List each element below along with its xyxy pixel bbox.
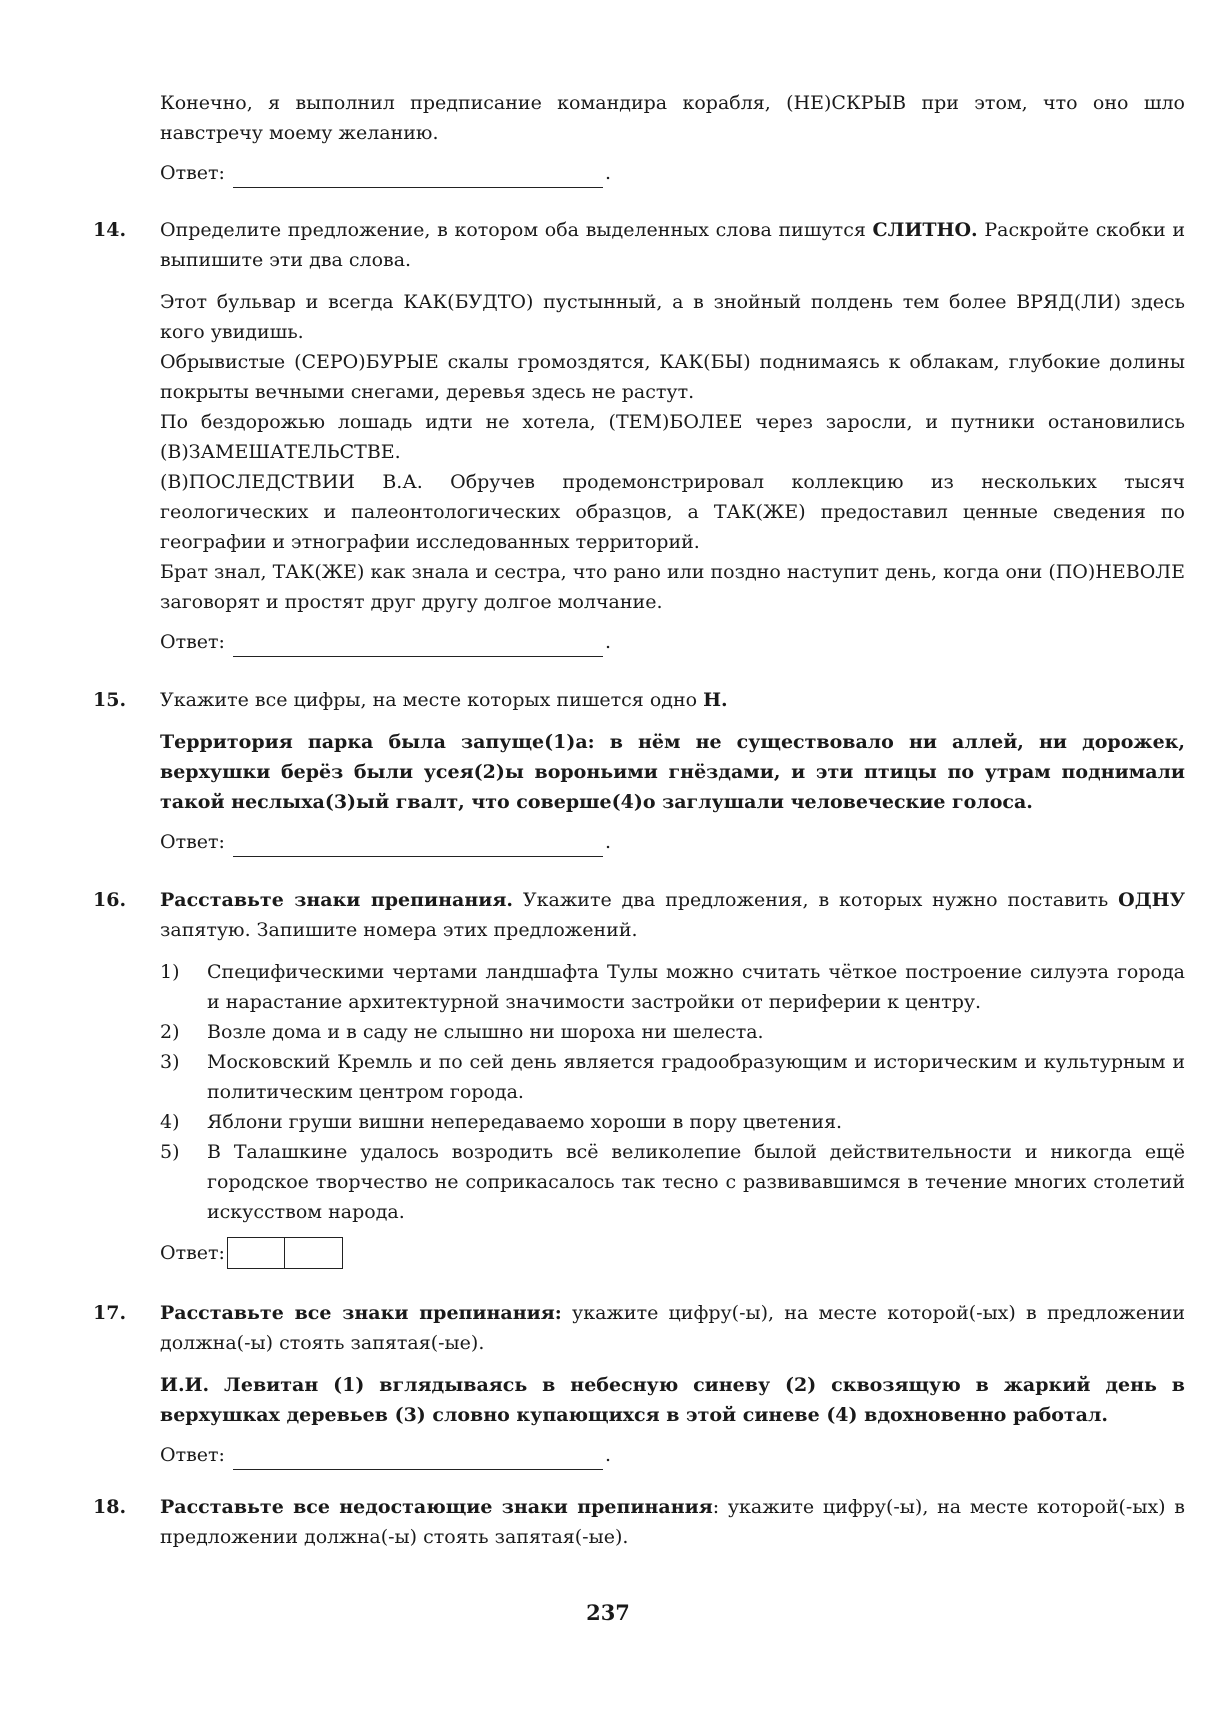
- question-15: [93, 685, 1185, 857]
- question-instruction: Расставьте знаки препинания. Укажите два предложения, в которых нужно поставить ОДНУ запятую. Запишите номера этих предложений.: [160, 889, 1185, 941]
- question-17: [93, 1298, 1185, 1470]
- list-item: 3) Московский Кремль и по сей день является градообразующим и историческим и культурным и политическим центром города.: [160, 1051, 1185, 1103]
- list-item: 4) Яблони груши вишни непередаваемо хороши в пору цветения.: [160, 1111, 843, 1133]
- answer-box-1[interactable]: [227, 1237, 285, 1269]
- answer-label: Ответ:: [160, 1444, 225, 1466]
- answer-field-17[interactable]: [233, 1447, 603, 1470]
- list-item: 2) Возле дома и в саду не слышно ни шороха ни шелеста.: [160, 1021, 764, 1043]
- page-number: 237: [586, 1600, 630, 1625]
- answer-label: Ответ:: [160, 831, 225, 853]
- question-number: 15.: [93, 689, 127, 711]
- sentence: (В)ПОСЛЕДСТВИИ В.А. Обручев продемонстрировал коллекцию из нескольких тысяч геологических и палеонтологических образцов, а ТАК(ЖЕ) предоставил ценные сведения по географии и этнографии исследованных территорий.: [160, 471, 1185, 553]
- question-number: 16.: [93, 889, 127, 911]
- answer-label: Ответ:: [160, 631, 225, 653]
- sentence: Этот бульвар и всегда КАК(БУДТО) пустынный, а в знойный полдень тем более ВРЯД(ЛИ) здесь кого увидишь.: [160, 291, 1185, 343]
- question-number: 14.: [93, 219, 127, 241]
- options-list: [160, 957, 1185, 1227]
- top-sentence: Конечно, я выполнил предписание командира корабля, (НЕ)СКРЫВ при этом, что оно шло навстречу моему желанию.: [160, 92, 1185, 144]
- answer-row-15: [160, 825, 1185, 857]
- top-continuation: [160, 88, 1185, 188]
- answer-row-17: [160, 1438, 1185, 1470]
- question-18: [93, 1492, 1185, 1552]
- answer-label: Ответ:: [160, 162, 225, 184]
- answer-dot: .: [604, 162, 611, 184]
- answer-label: Ответ:: [160, 1242, 225, 1264]
- sentence: Обрывистые (СЕРО)БУРЫЕ скалы громоздятся, КАК(БЫ) поднимаясь к облакам, глубокие долины покрыты вечными снегами, деревья здесь не растут.: [160, 351, 1185, 403]
- question-14: [93, 215, 1185, 657]
- answer-row-14: [160, 625, 1185, 657]
- answer-field-15[interactable]: [233, 834, 603, 857]
- answer-dot: .: [604, 831, 611, 853]
- question-instruction: Расставьте все знаки препинания: укажите цифру(-ы), на месте которой(-ых) в предложении должна(-ы) стоять запятая(-ые).: [160, 1302, 1185, 1354]
- question-number: 17.: [93, 1302, 127, 1324]
- answer-row-16: [160, 1235, 1185, 1271]
- sentence: Брат знал, ТАК(ЖЕ) как знала и сестра, что рано или поздно наступит день, когда они (ПО)НЕВОЛЕ заговорят и простят друг другу долгое молчание.: [160, 561, 1185, 613]
- answer-dot: .: [604, 631, 611, 653]
- list-item: 5) В Талашкине удалось возродить всё великолепие былой действительности и никогда ещё городское творчество не соприкасалось так тесно с развивавшимся в течение многих столетий искусством народа.: [160, 1141, 1185, 1223]
- question-instruction: Укажите все цифры, на месте которых пишется одно Н.: [160, 689, 728, 711]
- answer-box-2[interactable]: [285, 1237, 343, 1269]
- sentence: По бездорожью лошадь идти не хотела, (ТЕМ)БОЛЕЕ через заросли, и путники остановились (В)ЗАМЕШАТЕЛЬСТВЕ.: [160, 411, 1185, 463]
- question-instruction: Определите предложение, в котором оба выделенных слова пишутся СЛИТНО. Раскройте скобки и выпишите эти два слова.: [160, 219, 1185, 271]
- task-text: Территория парка была запуще(1)а: в нём не существовало ни аллей, ни дорожек, верхушки берёз были усея(2)ы вороньими гнёздами, и эти птицы по утрам поднимали такой неслыха(3)ый гвалт, что соверше(4)о заглушали человеческие голоса.: [160, 731, 1185, 813]
- list-item: 1) Специфическими чертами ландшафта Тулы можно считать чёткое построение силуэта города и нарастание архитектурной значимости застройки от периферии к центру.: [160, 961, 1185, 1013]
- task-text: И.И. Левитан (1) вглядываясь в небесную синеву (2) сквозящую в жаркий день в верхушках деревьев (3) словно купающихся в этой синеве (4) вдохновенно работал.: [160, 1374, 1185, 1426]
- answer-field-14[interactable]: [233, 634, 603, 657]
- question-16: [93, 885, 1185, 1271]
- answer-dot: .: [604, 1444, 611, 1466]
- answer-boxes: [227, 1237, 343, 1269]
- answer-field-top[interactable]: [233, 165, 603, 188]
- answer-row-top: [160, 156, 1185, 188]
- question-instruction: Расставьте все недостающие знаки препинания: укажите цифру(-ы), на месте которой(-ых) в предложении должна(-ы) стоять запятая(-ые).: [160, 1496, 1186, 1548]
- question-number: 18.: [93, 1496, 127, 1518]
